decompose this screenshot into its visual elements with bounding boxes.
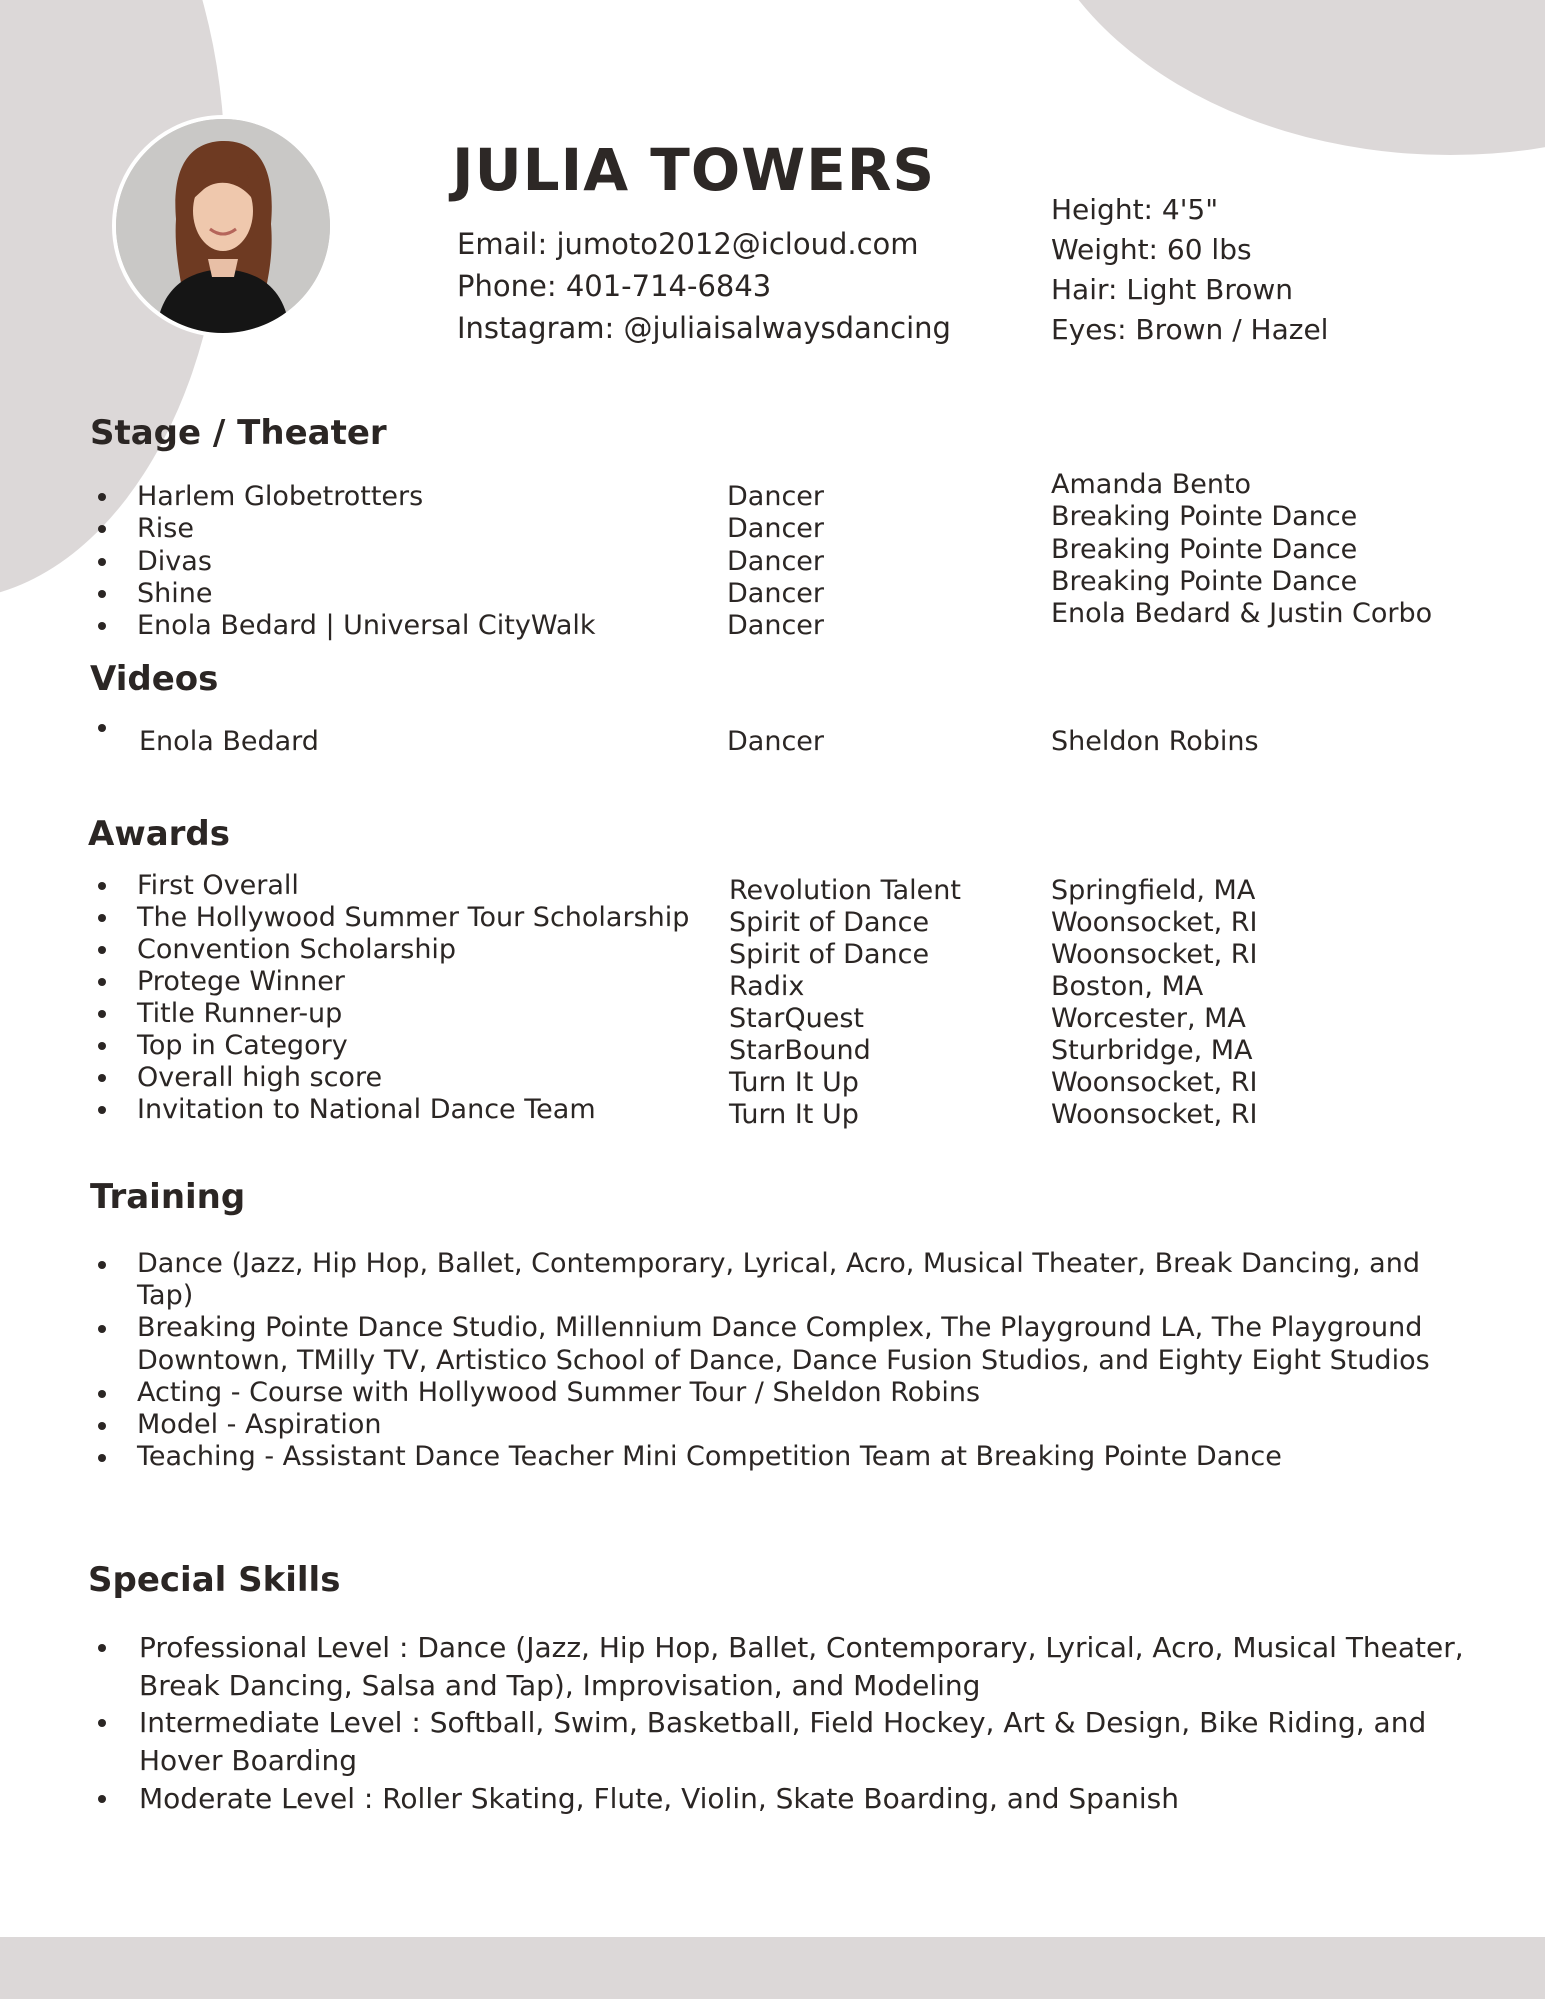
location-text: Woonsocket, RI [1051,1067,1258,1098]
location-text: Woonsocket, RI [1051,939,1258,970]
height-text: Height: 4'5" [1051,193,1219,226]
list-item: Teaching - Assistant Dance Teacher Mini Competition Team at Breaking Pointe Dance [90,1441,1450,1473]
event-text: Spirit of Dance [729,939,930,970]
video-credit-text: Sheldon Robins [1051,726,1259,757]
event-text: Radix [729,971,805,1002]
section-title-skills: Special Skills [88,1560,341,1600]
list-item: Convention Scholarship [90,934,689,966]
location-text: Sturbridge, MA [1051,1035,1253,1066]
event-text: Revolution Talent [729,875,961,906]
stage-credit-column [1051,469,1432,630]
eyes-text: Eyes: Brown / Hazel [1051,313,1329,346]
list-item: Professional Level : Dance (Jazz, Hip Hop, Ballet, Contemporary, Lyrical, Acro, Musical Theater, Break Dancing, Salsa and Tap), Improvisation, and Modeling [90,1629,1490,1704]
role-text: Dancer [727,577,825,609]
list-item: The Hollywood Summer Tour Scholarship [90,902,689,934]
video-role-text: Dancer [727,726,825,757]
location-text: Woonsocket, RI [1051,907,1258,938]
list-item: Intermediate Level : Softball, Swim, Basketball, Field Hockey, Art & Design, Bike Riding, and Hover Boarding [90,1704,1490,1779]
weight-text: Weight: 60 lbs [1051,233,1252,266]
section-title-videos: Videos [90,659,219,699]
list-item: Title Runner-up [90,998,689,1030]
list-item: Overall high score [90,1062,689,1094]
portrait-illustration [116,119,330,333]
list-item: Model - Aspiration [90,1409,1450,1441]
decorative-blob-right [1020,0,1545,155]
event-text: Turn It Up [729,1067,859,1098]
role-text: Dancer [727,481,825,512]
list-item: Divas [90,546,596,578]
event-text: Turn It Up [729,1099,859,1130]
email-text: Email: jumoto2012@icloud.com [457,227,919,261]
skills-list [90,1629,1490,1818]
list-item: Breaking Pointe Dance Studio, Millennium Dance Complex, The Playground LA, The Playground Downtown, TMilly TV, Artistico School of Dance, Dance Fusion Studios, and Eighty Eight Studios [90,1312,1450,1376]
list-item: First Overall [90,870,689,902]
list-item: Protege Winner [90,966,689,998]
list-item: Enola Bedard [90,724,319,760]
location-text: Worcester, MA [1051,1003,1246,1034]
list-item: Top in Category [90,1030,689,1062]
list-item: Enola Bedard | Universal CityWalk [90,610,596,642]
role-text: Dancer [727,610,825,642]
list-item: Shine [90,578,596,610]
section-title-stage: Stage / Theater [90,413,387,453]
person-name: JULIA TOWERS [452,136,936,204]
stage-production-list [90,481,596,642]
credit-text: Enola Bedard & Justin Corbo [1051,598,1433,630]
credit-text: Breaking Pointe Dance [1051,533,1358,565]
location-text: Woonsocket, RI [1051,1099,1258,1130]
credit-text: Breaking Pointe Dance [1051,565,1358,597]
profile-photo [112,115,334,337]
phone-text: Phone: 401-714-6843 [457,269,772,303]
stage-role-column [727,481,824,642]
section-title-awards: Awards [88,814,231,854]
awards-location-column [1051,875,1257,1131]
role-text: Dancer [727,513,825,545]
role-text: Dancer [727,545,825,577]
location-text: Springfield, MA [1051,875,1256,906]
videos-list [90,724,319,760]
credit-text: Breaking Pointe Dance [1051,501,1358,533]
awards-list [90,870,689,1126]
list-item: Rise [90,513,596,545]
location-text: Boston, MA [1051,971,1204,1002]
event-text: StarBound [729,1035,871,1066]
event-text: StarQuest [729,1003,864,1034]
hair-text: Hair: Light Brown [1051,273,1294,306]
contact-info [457,223,951,349]
training-list [90,1248,1450,1473]
list-item: Moderate Level : Roller Skating, Flute, Violin, Skate Boarding, and Spanish [90,1780,1490,1818]
list-item: Harlem Globetrotters [90,481,596,513]
list-item: Dance (Jazz, Hip Hop, Ballet, Contemporary, Lyrical, Acro, Musical Theater, Break Dancing, and Tap) [90,1248,1450,1312]
credit-text: Amanda Bento [1051,469,1252,500]
section-title-training: Training [90,1177,246,1217]
instagram-text: Instagram: @juliaisalwaysdancing [457,311,951,345]
footer-band [0,1937,1545,1999]
list-item: Acting - Course with Hollywood Summer Tour / Sheldon Robins [90,1377,1450,1409]
event-text: Spirit of Dance [729,907,930,938]
list-item: Invitation to National Dance Team [90,1094,689,1126]
awards-event-column [729,875,961,1131]
physical-attributes [1051,190,1328,350]
